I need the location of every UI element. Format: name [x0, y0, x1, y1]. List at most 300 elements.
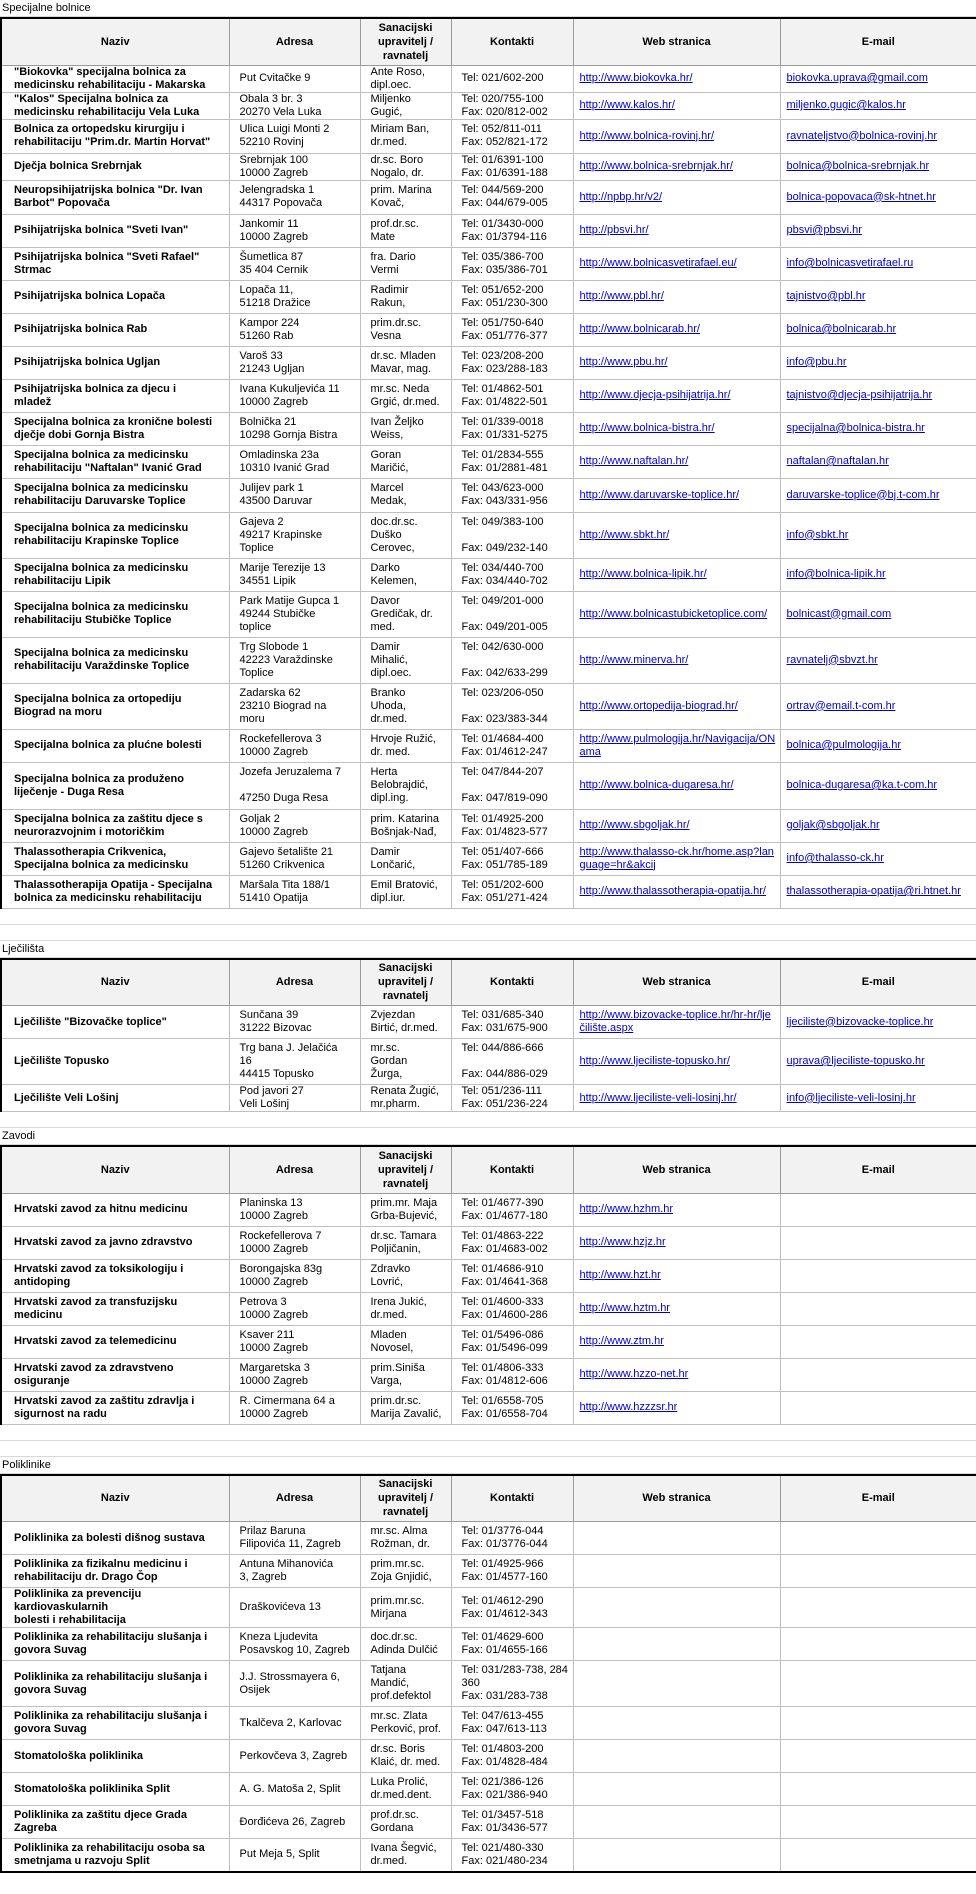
column-header-email: E-mail [780, 18, 976, 65]
cell-naziv [1, 153, 229, 180]
cell-text: Tel: 047/844-207 Fax: 047/819-090 [461, 766, 548, 804]
website-link[interactable]: http://www.pulmologija.hr/Navigacija/ONama [579, 732, 776, 758]
section-table [0, 17, 976, 909]
cell-text: Irena Jukić, dr.med. [370, 1295, 427, 1321]
cell-text: Poliklinika za rehabilitaciju osoba sa smetnjama u razvoju Split [14, 1841, 205, 1867]
cell-text: prim. Katarina Bošnjak-Nađ, [370, 812, 439, 838]
email-link[interactable]: ravnateljstvo@bolnica-rovinj.hr [786, 129, 938, 142]
table-row [1, 1839, 976, 1872]
section-table [0, 958, 976, 1113]
cell-web [573, 119, 780, 153]
cell-kontakti [451, 214, 573, 247]
cell-text: Tel: 051/407-666 Fax: 051/785-189 [461, 845, 548, 871]
cell-text: Hrvatski zavod za javno zdravstvo [14, 1236, 193, 1248]
cell-naziv [1, 512, 229, 558]
table-row [1, 92, 976, 119]
cell-upravitelj [360, 153, 451, 180]
header-row [1, 959, 976, 1006]
email-link[interactable]: bolnicast@gmail.com [786, 607, 892, 620]
cell-upravitelj [360, 1555, 451, 1588]
cell-web [573, 1740, 780, 1773]
cell-text: Ante Roso, dipl.oec. [370, 65, 425, 91]
cell-naziv [1, 809, 229, 842]
cell-text: Petrova 3 10000 Zagreb [239, 1295, 308, 1321]
cell-naziv [1, 119, 229, 153]
column-header-kontakti: Kontakti [451, 18, 573, 65]
cell-text: Sunčana 39 31222 Bizovac [239, 1009, 312, 1034]
cell-kontakti [451, 180, 573, 214]
cell-upravitelj [360, 1628, 451, 1661]
email-link[interactable]: bolnica@pulmologija.hr [786, 739, 902, 751]
email-link[interactable]: tajnistvo@pbl.hr [786, 290, 866, 302]
cell-adresa [229, 1039, 360, 1085]
section-table [0, 1145, 976, 1425]
cell-text: Tel: 01/2834-555 Fax: 01/2881-481 [461, 448, 548, 474]
cell-kontakti [451, 445, 573, 478]
cell-naziv [1, 1588, 229, 1628]
cell-kontakti [451, 1259, 573, 1292]
website-link[interactable]: http://www.ortopedija-biograd.hr/ [579, 699, 738, 712]
cell-naziv [1, 379, 229, 412]
cell-text: Neuropsihijatrijska bolnica "Dr. Ivan Barbot" Popovača [14, 184, 203, 209]
table-row [1, 1522, 976, 1555]
email-link[interactable]: bolnica-dugaresa@ka.t-com.hr [786, 779, 938, 791]
email-link[interactable]: ljeciliste@bizovacke-toplice.hr [786, 1015, 934, 1028]
cell-email [780, 180, 976, 214]
cell-adresa [229, 1555, 360, 1588]
cell-kontakti [451, 1292, 573, 1325]
cell-upravitelj [360, 683, 451, 729]
cell-text: Tel: 01/4686-910 Fax: 01/4641-368 [461, 1262, 548, 1288]
website-link[interactable]: http://www.hzhm.hr [579, 1203, 674, 1215]
header-row [1, 1475, 976, 1522]
cell-web [573, 591, 780, 637]
cell-web [573, 762, 780, 809]
table-row [1, 729, 976, 762]
cell-email [780, 1628, 976, 1661]
cell-text: Tel: 023/206-050 Fax: 023/383-344 [461, 686, 548, 725]
cell-upravitelj [360, 1085, 451, 1112]
table-row [1, 379, 976, 412]
cell-text: Poliklinika za zaštitu djece Grada Zagreba [14, 1809, 188, 1834]
cell-kontakti [451, 558, 573, 591]
cell-email [780, 1806, 976, 1839]
cell-naziv [1, 591, 229, 637]
cell-web [573, 637, 780, 683]
column-header-web: Web stranica [573, 18, 780, 65]
cell-text: Jelengradska 1 44317 Popovača [239, 184, 323, 209]
cell-text: Tkalčeva 2, Karlovac [239, 1716, 342, 1729]
cell-email [780, 729, 976, 762]
cell-upravitelj [360, 1588, 451, 1628]
cell-naziv [1, 1740, 229, 1773]
email-link[interactable]: pbsvi@pbsvi.hr [786, 224, 862, 236]
cell-text: Thalassotherapija Opatija - Specijalna bolnica za medicinsku rehabilitaciju [14, 878, 213, 904]
cell-text: Put Cvitačke 9 [239, 72, 311, 84]
cell-text: Tel: 021/602-200 [461, 72, 544, 84]
email-link[interactable]: info@thalasso-ck.hr [786, 852, 884, 864]
cell-adresa [229, 512, 360, 558]
cell-upravitelj [360, 512, 451, 558]
cell-adresa [229, 1661, 360, 1707]
table-row [1, 65, 976, 92]
cell-web [573, 1358, 780, 1391]
cell-email [780, 1588, 976, 1628]
empty-row [0, 1441, 976, 1457]
cell-web [573, 1259, 780, 1292]
cell-adresa [229, 1325, 360, 1358]
cell-text: Hrvoje Ružić, dr. med. [370, 732, 436, 758]
cell-text: Maršala Tita 188/1 51410 Opatija [239, 878, 330, 904]
website-link[interactable]: http://www.hzzo-net.hr [579, 1368, 689, 1380]
website-link[interactable]: http://www.bolnica-rovinj.hr/ [579, 129, 714, 142]
cell-web [573, 379, 780, 412]
cell-text: Tel: 01/4863-222 Fax: 01/4683-002 [461, 1229, 548, 1255]
header-row [1, 18, 976, 65]
table-row [1, 1193, 976, 1226]
cell-text: Jozefa Jeruzalema 7 47250 Duga Resa [239, 766, 341, 804]
cell-upravitelj [360, 1226, 451, 1259]
cell-email [780, 247, 976, 280]
cell-upravitelj [360, 1773, 451, 1806]
cell-text: Antuna Mihanovića 3, Zagreb [239, 1558, 334, 1583]
email-link[interactable]: ortrav@email.t-com.hr [786, 699, 896, 712]
cell-upravitelj [360, 1006, 451, 1039]
website-link[interactable]: http://www.thalasso-ck.hr/home.asp?language=hr&akcij [579, 845, 774, 871]
website-link[interactable]: http://www.hzzzsr.hr [579, 1401, 678, 1413]
cell-kontakti [451, 591, 573, 637]
cell-kontakti [451, 1628, 573, 1661]
table-row [1, 1358, 976, 1391]
cell-text: dr.sc. Mladen Mavar, mag. [370, 349, 436, 375]
cell-naziv [1, 247, 229, 280]
website-link[interactable]: http://www.ljeciliste-topusko.hr/ [579, 1055, 730, 1067]
website-link[interactable]: http://pbsvi.hr/ [579, 224, 649, 236]
column-header-email: E-mail [780, 1146, 976, 1193]
cell-email [780, 1391, 976, 1424]
email-link[interactable]: naftalan@naftalan.hr [786, 455, 889, 467]
cell-kontakti [451, 1039, 573, 1085]
cell-text: Psihijatrijska bolnica Lopača [14, 290, 165, 302]
email-link[interactable]: specijalna@bolnica-bistra.hr [786, 422, 925, 434]
cell-email [780, 1740, 976, 1773]
cell-text: Park Matije Gupca 1 49244 Stubičke toplice [239, 594, 340, 633]
cell-adresa [229, 1707, 360, 1740]
cell-text: Luka Prolić, dr.med.dent. [370, 1776, 432, 1801]
cell-text: Julijev park 1 43500 Daruvar [239, 482, 313, 507]
cell-text: prim.dr.sc. Vesna [370, 316, 422, 342]
cell-adresa [229, 809, 360, 842]
cell-text: Rockefellerova 7 10000 Zagreb [239, 1229, 322, 1255]
cell-kontakti [451, 729, 573, 762]
cell-text: Hrvatski zavod za zdravstveno osiguranje [14, 1361, 174, 1387]
cell-email [780, 1259, 976, 1292]
cell-text: mr.sc. Zlata Perković, prof. [370, 1710, 441, 1735]
cell-adresa [229, 65, 360, 92]
table-row [1, 591, 976, 637]
cell-email [780, 1085, 976, 1112]
cell-email [780, 591, 976, 637]
cell-text: Kneza Ljudevita Posavskog 10, Zagreb [239, 1631, 350, 1656]
website-link[interactable]: http://www.bolnica-srebrnjak.hr/ [579, 160, 733, 172]
website-link[interactable]: http://www.bolnicasvetirafael.eu/ [579, 257, 737, 269]
cell-text: Tel: 049/201-000 Fax: 049/201-005 [461, 594, 548, 633]
cell-web [573, 683, 780, 729]
cell-adresa [229, 591, 360, 637]
website-link[interactable]: http://www.bolnicastubicketoplice.com/ [579, 607, 768, 620]
empty-row [0, 1425, 976, 1441]
cell-text: Hrvatski zavod za toksikologiju i antidoping [14, 1262, 184, 1288]
website-link[interactable]: http://www.bizovacke-toplice.hr/hr-hr/lječilište.aspx [579, 1009, 771, 1034]
website-link[interactable]: http://npbp.hr/v2/ [579, 190, 663, 203]
cell-email [780, 313, 976, 346]
cell-email [780, 842, 976, 875]
website-link[interactable]: http://www.djecja-psihijatrija.hr/ [579, 389, 731, 401]
cell-email [780, 379, 976, 412]
cell-web [573, 558, 780, 591]
cell-upravitelj [360, 1193, 451, 1226]
cell-text: Tel: 021/386-126 Fax: 021/386-940 [461, 1776, 548, 1801]
email-link[interactable]: info@bolnicasvetirafael.ru [786, 257, 914, 269]
cell-text: Tel: 01/4612-290 Fax: 01/4612-343 [461, 1594, 548, 1620]
website-link[interactable]: http://www.ljeciliste-veli-losinj.hr/ [579, 1091, 737, 1104]
column-header-upravitelj: Sanacijski upravitelj / ravnatelj [360, 18, 451, 65]
email-link[interactable]: uprava@ljeciliste-topusko.hr [786, 1055, 925, 1067]
cell-kontakti [451, 119, 573, 153]
table-row [1, 1555, 976, 1588]
empty-row [0, 1112, 976, 1128]
section-title: Specijalne bolnice [0, 0, 976, 17]
cell-upravitelj [360, 1522, 451, 1555]
cell-text: mr.sc. Neda Grgić, dr.med. [370, 382, 440, 408]
cell-text: Psihijatrijska bolnica "Sveti Ivan" [14, 224, 189, 236]
email-link[interactable]: tajnistvo@djecja-psihijatrija.hr [786, 389, 933, 401]
cell-adresa [229, 153, 360, 180]
email-link[interactable]: ravnatelj@sbvzt.hr [786, 653, 878, 666]
website-link[interactable]: http://www.pbl.hr/ [579, 290, 664, 302]
cell-upravitelj [360, 1325, 451, 1358]
cell-text: R. Cimermana 64 a 10000 Zagreb [239, 1394, 335, 1420]
cell-text: Radimir Rakun, [370, 283, 409, 309]
cell-upravitelj [360, 1661, 451, 1707]
email-link[interactable]: thalassotherapia-opatija@ri.htnet.hr [786, 885, 961, 897]
cell-upravitelj [360, 1740, 451, 1773]
cell-upravitelj [360, 558, 451, 591]
cell-naziv [1, 180, 229, 214]
column-header-kontakti: Kontakti [451, 1146, 573, 1193]
website-link[interactable]: http://www.sbkt.hr/ [579, 528, 670, 541]
cell-email [780, 875, 976, 908]
column-header-adresa: Adresa [229, 18, 360, 65]
cell-upravitelj [360, 809, 451, 842]
cell-web [573, 1773, 780, 1806]
cell-text: Stomatološka poliklinika [14, 1749, 143, 1762]
email-link[interactable]: info@sbkt.hr [786, 528, 849, 541]
cell-kontakti [451, 153, 573, 180]
cell-text: Specijalna bolnica za produženo liječenje - Duga Resa [14, 772, 184, 798]
cell-email [780, 1522, 976, 1555]
column-header-kontakti: Kontakti [451, 1475, 573, 1522]
cell-text: Tel: 01/6558-705 Fax: 01/6558-704 [461, 1394, 548, 1420]
cell-kontakti [451, 762, 573, 809]
table-row [1, 842, 976, 875]
cell-text: Specijalna bolnica za medicinsku rehabilitaciju Krapinske Toplice [14, 522, 189, 547]
email-link[interactable]: info@ljeciliste-veli-losinj.hr [786, 1091, 916, 1104]
cell-kontakti [451, 92, 573, 119]
cell-adresa [229, 1006, 360, 1039]
website-link[interactable]: http://www.daruvarske-toplice.hr/ [579, 488, 740, 501]
website-link[interactable]: http://www.kalos.hr/ [579, 99, 675, 111]
cell-naziv [1, 1006, 229, 1039]
cell-email [780, 762, 976, 809]
section-title: Zavodi [0, 1128, 976, 1145]
website-link[interactable]: http://www.bolnica-lipik.hr/ [579, 568, 707, 580]
email-link[interactable]: miljenko.gugic@kalos.hr [786, 99, 906, 111]
cell-text: Tel: 031/685-340 Fax: 031/675-900 [461, 1009, 548, 1034]
website-link[interactable]: http://www.ztm.hr [579, 1335, 664, 1347]
cell-web [573, 412, 780, 445]
cell-text: Tel: 01/4600-333 Fax: 01/4600-286 [461, 1295, 548, 1321]
cell-text: Herta Belobrajdić, dipl.ing. [370, 766, 428, 804]
cell-upravitelj [360, 842, 451, 875]
cell-adresa [229, 1358, 360, 1391]
cell-text: Tel: 031/283-738, 284 360 Fax: 031/283-738 [461, 1664, 568, 1702]
cell-text: Mladen Novosel, [370, 1328, 414, 1354]
cell-web [573, 1292, 780, 1325]
cell-kontakti [451, 313, 573, 346]
website-link[interactable]: http://www.bolnica-bistra.hr/ [579, 422, 715, 434]
cell-text: Renata Žugić, mr.pharm. [370, 1085, 439, 1110]
website-link[interactable]: http://www.hzjz.hr [579, 1236, 666, 1248]
cell-adresa [229, 346, 360, 379]
cell-email [780, 92, 976, 119]
cell-upravitelj [360, 379, 451, 412]
table-row [1, 1085, 976, 1112]
cell-naziv [1, 280, 229, 313]
cell-adresa [229, 1588, 360, 1628]
cell-kontakti [451, 1740, 573, 1773]
cell-email [780, 1292, 976, 1325]
table-row [1, 180, 976, 214]
email-link[interactable]: biokovka.uprava@gmail.com [786, 72, 928, 84]
cell-naziv [1, 313, 229, 346]
cell-text: Tel: 051/202-600 Fax: 051/271-424 [461, 878, 548, 904]
cell-text: Tel: 042/630-000 Fax: 042/633-299 [461, 640, 548, 679]
cell-text: Darko Kelemen, [370, 561, 417, 587]
cell-kontakti [451, 412, 573, 445]
cell-adresa [229, 729, 360, 762]
email-link[interactable]: daruvarske-toplice@bj.t-com.hr [786, 488, 940, 501]
cell-web [573, 1391, 780, 1424]
column-header-upravitelj: Sanacijski upravitelj / ravnatelj [360, 1146, 451, 1193]
cell-naziv [1, 92, 229, 119]
section-table [0, 1474, 976, 1873]
cell-text: dr.sc. Tamara Poljičanin, [370, 1229, 437, 1255]
cell-text: Obala 3 br. 3 20270 Vela Luka [239, 92, 322, 118]
cell-text: Hrvatski zavod za zaštitu zdravlja i sigurnost na radu [14, 1394, 195, 1420]
column-header-naziv: Naziv [1, 959, 229, 1006]
cell-adresa [229, 92, 360, 119]
email-link[interactable]: bolnica-popovaca@sk-htnet.hr [786, 190, 936, 203]
cell-text: prof.dr.sc. Gordana [370, 1809, 419, 1834]
cell-kontakti [451, 1661, 573, 1707]
cell-text: Hrvatski zavod za telemedicinu [14, 1335, 177, 1347]
cell-email [780, 809, 976, 842]
email-link[interactable]: info@pbu.hr [786, 356, 847, 368]
cell-text: Specijalna bolnica za zaštitu djece s neurorazvojnim i motoričkim [14, 812, 203, 838]
cell-naziv [1, 842, 229, 875]
table-row [1, 762, 976, 809]
cell-text: Ivana Šegvić, dr.med. [370, 1841, 437, 1867]
cell-text: Stomatološka poliklinika Split [14, 1782, 170, 1795]
column-header-web: Web stranica [573, 1146, 780, 1193]
cell-naziv [1, 1085, 229, 1112]
cell-email [780, 280, 976, 313]
cell-naziv [1, 445, 229, 478]
cell-upravitelj [360, 65, 451, 92]
column-header-adresa: Adresa [229, 959, 360, 1006]
cell-text: prim.Siniša Varga, [370, 1361, 425, 1387]
email-link[interactable]: bolnica@bolnica-srebrnjak.hr [786, 160, 930, 172]
cell-naziv [1, 346, 229, 379]
cell-text: A. G. Matoša 2, Split [239, 1782, 341, 1795]
website-link[interactable]: http://www.bolnica-dugaresa.hr/ [579, 779, 734, 791]
cell-text: Đorđićeva 26, Zagreb [239, 1815, 346, 1828]
cell-text: Lopača 11, 51218 Dražice [239, 283, 311, 309]
cell-text: Hrvatski zavod za transfuzijsku medicinu [14, 1295, 178, 1321]
table-row [1, 683, 976, 729]
website-link[interactable]: http://www.minerva.hr/ [579, 653, 689, 666]
cell-text: Tel: 01/4803-200 Fax: 01/4828-484 [461, 1743, 548, 1768]
cell-upravitelj [360, 214, 451, 247]
cell-text: Ivana Kukuljevića 11 10000 Zagreb [239, 382, 340, 408]
cell-email [780, 1193, 976, 1226]
cell-upravitelj [360, 729, 451, 762]
website-link[interactable]: http://www.thalassotherapia-opatija.hr/ [579, 885, 766, 897]
cell-web [573, 1555, 780, 1588]
cell-email [780, 1325, 976, 1358]
website-link[interactable]: http://www.naftalan.hr/ [579, 455, 689, 467]
cell-text: doc.dr.sc. Adinda Dulčić [370, 1631, 438, 1656]
cell-naziv [1, 637, 229, 683]
column-header-upravitelj: Sanacijski upravitelj / ravnatelj [360, 1475, 451, 1522]
website-link[interactable]: http://www.hzt.hr [579, 1269, 661, 1281]
cell-web [573, 153, 780, 180]
cell-kontakti [451, 1085, 573, 1112]
website-link[interactable]: http://www.pbu.hr/ [579, 356, 668, 368]
table-row [1, 809, 976, 842]
website-link[interactable]: http://www.bolnicarab.hr/ [579, 323, 700, 335]
cell-adresa [229, 1193, 360, 1226]
cell-adresa [229, 478, 360, 512]
cell-email [780, 346, 976, 379]
website-link[interactable]: http://www.hztm.hr [579, 1302, 670, 1314]
cell-web [573, 1661, 780, 1707]
website-link[interactable]: http://www.biokovka.hr/ [579, 72, 693, 84]
cell-text: Psihijatrijska bolnica za djecu i mladež [14, 382, 177, 408]
cell-text: Jankomir 11 10000 Zagreb [239, 217, 308, 243]
website-link[interactable]: http://www.sbgoljak.hr/ [579, 819, 690, 831]
email-link[interactable]: info@bolnica-lipik.hr [786, 568, 886, 580]
cell-upravitelj [360, 119, 451, 153]
email-link[interactable]: goljak@sbgoljak.hr [786, 819, 880, 831]
cell-text: Kampor 224 51260 Rab [239, 316, 300, 342]
table-row [1, 1773, 976, 1806]
cell-web [573, 65, 780, 92]
email-link[interactable]: bolnica@bolnicarab.hr [786, 323, 897, 335]
cell-adresa [229, 1628, 360, 1661]
table-row [1, 1661, 976, 1707]
